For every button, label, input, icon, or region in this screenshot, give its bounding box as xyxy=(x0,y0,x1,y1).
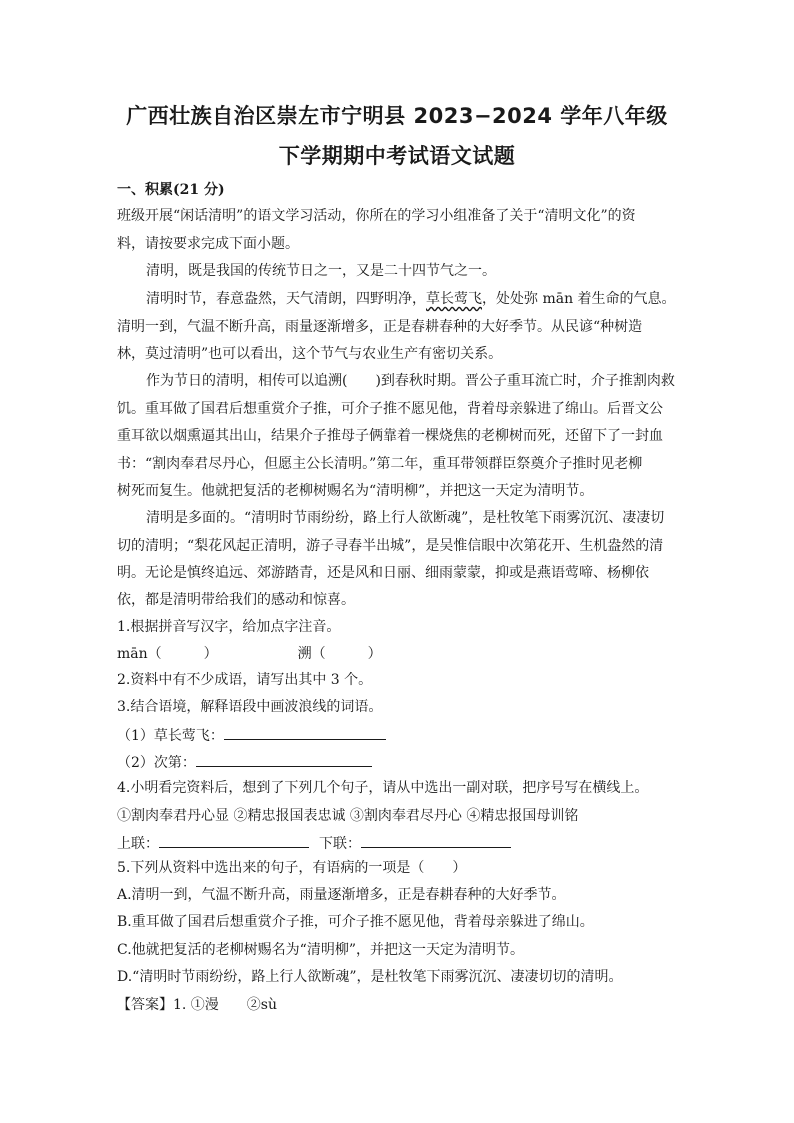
paragraph-3-line-2: 饥。重耳做了国君后想重赏介子推，可介子推不愿见他，背着母亲躲进了绵山。后晋文公 xyxy=(117,401,663,417)
wavy-underlined-phrase: 草长莺飞 xyxy=(426,291,482,307)
exam-title-line-2: 下学期期中考试语文试题 xyxy=(278,144,516,168)
question-5: 5.下列从资料中选出来的句子，有语病的一项是（ ） xyxy=(117,860,467,876)
paragraph-1: 清明，既是我国的传统节日之一，又是二十四节气之一。 xyxy=(146,263,496,279)
paragraph-3-line-1: 作为节日的清明，相传可以追溯( )到春秋时期。晋公子重耳流亡时，介子推割肉救 xyxy=(146,373,675,389)
question-4-options: ①割肉奉君丹心显 ②精忠报国表忠诚 ③割肉奉君尽丹心 ④精忠报国母训铭 xyxy=(117,808,579,824)
question-3-item-1 xyxy=(117,724,386,746)
q4-lower-answer-line[interactable] xyxy=(361,832,511,848)
q4-upper-label: 上联： xyxy=(117,836,159,852)
p2-text-b: ，处处弥 mān 着生命的气息。 xyxy=(482,291,676,307)
p2-text-a: 清明时节，春意盎然，天气清朗，四野明净， xyxy=(146,291,426,307)
question-5-option-b: B.重耳做了国君后想重赏介子推，可介子推不愿见他，背着母亲躲进了绵山。 xyxy=(117,914,594,930)
intro-line-1: 班级开展“闲话清明”的语文学习活动，你所在的学习小组准备了关于“清明文化”的资 xyxy=(117,208,636,224)
question-3: 3.结合语境，解释语段中画波浪线的词语。 xyxy=(117,699,383,715)
exam-title-line-1: 广西壮族自治区崇左市宁明县 2023−2024 学年八年级 xyxy=(126,104,668,128)
q4-lower-label: 下联： xyxy=(319,836,361,852)
q3-item-2-label: （2）次第： xyxy=(117,755,196,771)
question-1-blanks xyxy=(117,644,382,664)
paragraph-2-line-1 xyxy=(146,289,676,309)
question-1: 1.根据拼音写汉字，给加点字注音。 xyxy=(117,619,341,635)
paragraph-3-line-5: 树死而复生。他就把复活的老柳树赐名为“清明柳”，并把这一天定为清明节。 xyxy=(117,483,594,499)
q4-upper-answer-line[interactable] xyxy=(159,832,309,848)
section-heading: 一、积累(21 分) xyxy=(117,182,225,198)
paragraph-3-line-3: 重耳欲以烟熏逼其出山，结果介子推母子俩靠着一棵烧焦的老柳树而死，还留下了一封血 xyxy=(117,428,663,444)
question-3-item-2 xyxy=(117,751,372,773)
question-4: 4.小明看完资料后，想到了下列几个句子，请从中选出一副对联，把序号写在横线上。 xyxy=(117,780,649,796)
question-5-option-d: D.“清明时节雨纷纷，路上行人欲断魂”，是杜牧笔下雨雾沉沉、凄凄切切的清明。 xyxy=(117,969,623,985)
paragraph-2-line-2: 清明一到，气温不断升高，雨量逐渐增多，正是春耕春种的大好季节。从民谚“种树造 xyxy=(117,319,643,335)
paragraph-4-line-1: 清明是多面的。“清明时节雨纷纷，路上行人欲断魂”，是杜牧笔下雨雾沉沉、凄凄切 xyxy=(146,510,665,526)
paragraph-3-line-4: 书：“割肉奉君尽丹心，但愿主公长清明。”第二年，重耳带领群臣祭奠介子推时见老柳 xyxy=(117,456,643,472)
question-5-option-c: C.他就把复活的老柳树赐名为“清明柳”，并把这一天定为清明节。 xyxy=(117,942,524,958)
paragraph-2-line-3: 林，莫过清明”也可以看出，这个节气与农业生产有密切关系。 xyxy=(117,346,503,362)
answer-line: 【答案】1. ①漫 ②sù xyxy=(117,997,278,1013)
q3-item-1-label: （1）草长莺飞： xyxy=(117,728,224,744)
paragraph-4-line-3: 明。无论是慎终追远、郊游踏青，还是风和日丽、细雨蒙蒙，抑或是燕语莺啼、杨柳依 xyxy=(117,565,649,581)
q3-item-1-answer-line[interactable] xyxy=(224,724,386,740)
question-4-couplet xyxy=(117,832,511,854)
intro-line-2: 料，请按要求完成下面小题。 xyxy=(117,236,299,252)
question-5-option-a: A.清明一到，气温不断升高，雨量逐渐增多，正是春耕春种的大好季节。 xyxy=(117,887,566,903)
paragraph-4-line-2: 切的清明；“梨花风起正清明，游子寻春半出城”，是吴惟信眼中次第花开、生机盎然的清 xyxy=(117,538,664,554)
question-2: 2.资料中有不少成语，请写出其中 3 个。 xyxy=(117,672,373,688)
q1-right-blank[interactable]: 溯（ ） xyxy=(297,646,382,662)
q3-item-2-answer-line[interactable] xyxy=(196,751,372,767)
paragraph-4-line-4: 依，都是清明带给我们的感动和惊喜。 xyxy=(117,592,355,608)
q1-left-blank[interactable]: mān（ ） xyxy=(117,646,218,662)
